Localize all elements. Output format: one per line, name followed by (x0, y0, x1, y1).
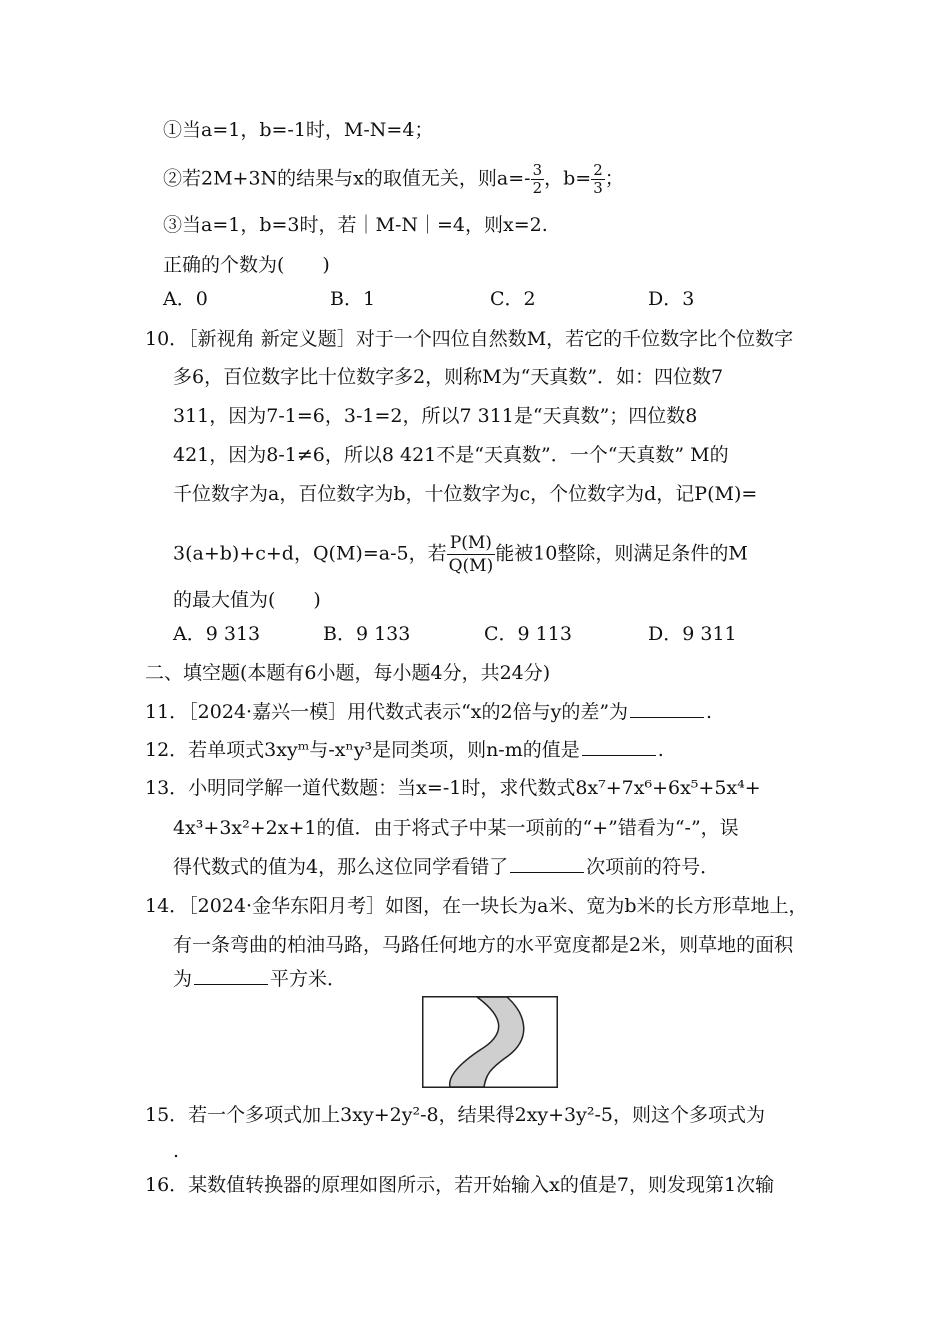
q13-line-2: 4x³+3x²+2x+1的值．由于将式子中某一项前的“+”错看为“-”，误 (173, 817, 739, 839)
q11-answer-blank[interactable] (630, 699, 704, 718)
q15-line-2: . (173, 1140, 180, 1162)
q14-line-3-suffix: 平方米． (270, 968, 347, 990)
q10-option-a[interactable]: A．9 313 (173, 623, 261, 645)
q9-statement-1: ①当a=1，b=-1时，M-N=4； (163, 119, 434, 141)
q14-line-1: 14．［2024·金华东阳月考］如图，在一块长为a米、宽为b米的长方形草地上， (145, 895, 808, 917)
q10-fraction-num: P(M) (447, 532, 496, 555)
q9-statement-2 (163, 162, 624, 197)
q9-fraction-a-num: 3 (532, 161, 543, 179)
q14-line-3 (173, 966, 346, 992)
q10-line-1: 10．［新视角 新定义题］对于一个四位自然数M，若它的千位数字比个位数字 (145, 328, 794, 350)
q10-line-7: 的最大值为( ) (173, 589, 321, 611)
q12-text: 12．若单项式3xyᵐ与-xⁿy³是同类项，则n-m的值是 (145, 739, 580, 761)
q13-line-3-prefix: 得代数式的值为4，那么这位同学看错了 (173, 856, 509, 878)
q10-line-3: 311，因为7-1=6，3-1=2，所以7 311是“天真数”；四位数8 (173, 405, 698, 427)
q12 (145, 737, 664, 763)
q10-line-2: 多6，百位数字比十位数字多2，则称M为“天真数”．如：四位数7 (173, 366, 724, 388)
q9-option-c[interactable]: C．2 (490, 288, 536, 310)
q13-line-1: 13．小明同学解一道代数题：当x=-1时，求代数式8x⁷+7x⁶+6x⁵+5x⁴+ (145, 777, 761, 799)
q13-line-3 (173, 854, 719, 880)
q10-line-4: 421，因为8-1≠6，所以8 421不是“天真数”．一个“天真数” M的 (173, 444, 729, 466)
q11-text: 11．［2024·嘉兴一模］用代数式表示“x的2倍与y的差”为 (145, 701, 629, 723)
q10-fraction-den: Q(M) (448, 556, 494, 576)
q14-answer-blank[interactable] (194, 966, 268, 985)
q15-line-1: 15．若一个多项式加上3xy+2y²-8，结果得2xy+3y²-5，则这个多项式为 (145, 1104, 765, 1126)
q11-end: . (706, 701, 713, 723)
q9-statement-2-mid: ，b= (544, 167, 592, 190)
q10-line-5: 千位数字为a，百位数字为b，十位数字为c，个位数字为d，记P(M)= (173, 483, 758, 505)
q12-answer-blank[interactable] (582, 737, 656, 756)
q12-end: . (657, 739, 664, 761)
q14-line-3-prefix: 为 (173, 968, 193, 990)
q10-line-6-prefix: 3(a+b)+c+d，Q(M)=a-5，若 (173, 542, 447, 565)
q11 (145, 699, 712, 725)
q10-fraction-pq (447, 532, 496, 577)
q9-statement-3: ③当a=1，b=3时，若｜M-N｜=4，则x=2. (163, 214, 548, 236)
q10-option-b[interactable]: B．9 133 (323, 623, 411, 645)
q10-line-6-suffix: 能被10整除，则满足条件的M (495, 542, 748, 565)
q9-fraction-a (531, 162, 545, 197)
q9-fraction-b-num: 2 (593, 161, 603, 179)
q9-statement-2-prefix: ②若2M+3N的结果与x的取值无关，则a=- (163, 167, 531, 190)
q9-fraction-b (591, 162, 605, 197)
q10-option-c[interactable]: C．9 113 (484, 623, 572, 645)
q16-line-1: 16．某数值转换器的原理如图所示，若开始输入x的值是7，则发现第1次输 (145, 1174, 775, 1196)
q9-option-a[interactable]: A．0 (163, 288, 208, 310)
q9-option-b[interactable]: B．1 (330, 288, 376, 310)
q10-line-6 (173, 532, 748, 577)
q9-prompt: 正确的个数为( ) (163, 254, 330, 276)
q14-road-figure (422, 996, 558, 1088)
section-2-heading: 二、填空题(本题有6小题，每小题4分，共24分) (145, 662, 551, 684)
q9-statement-2-end: ； (604, 167, 624, 190)
q9-fraction-b-den: 3 (593, 179, 603, 197)
q14-line-2: 有一条弯曲的柏油马路，马路任何地方的水平宽度都是2米，则草地的面积 (173, 934, 794, 956)
q10-option-d[interactable]: D．9 311 (648, 623, 737, 645)
q13-line-3-suffix: 次项前的符号． (586, 856, 720, 878)
q9-fraction-a-den: 2 (532, 179, 543, 197)
q13-answer-blank[interactable] (510, 854, 584, 873)
q9-option-d[interactable]: D．3 (648, 288, 695, 310)
